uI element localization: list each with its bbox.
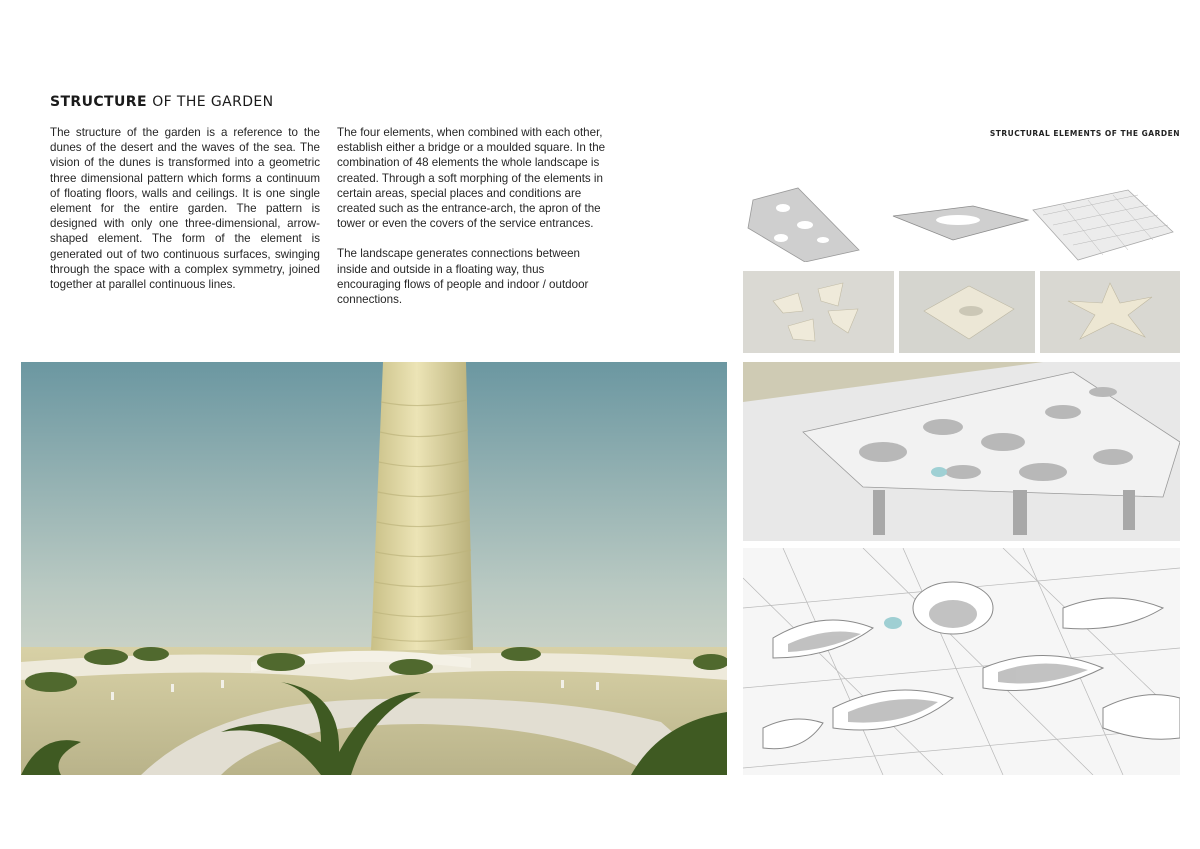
title-bold: STRUCTURE (50, 94, 147, 110)
structure-closeup-view (743, 548, 1180, 775)
paragraph-structure: The structure of the garden is a reference to the dunes of the desert and the waves of the sea. The vision of the dunes is transformed into a geometric three dimensional pattern which forms a continuum of floating floors, walls and ceilings. It is one single element for the entire garden. The pattern is designed with only one three-dimensional, arrow-shaped element. The form of the element is generated out of two continuous surfaces, swinging through the space with a complex symmetry, joined together at parallel continuous lines. (50, 126, 320, 292)
clay-model-photo-3 (1040, 271, 1180, 353)
sidebar-caption: STRUCTURAL ELEMENTS OF THE GARDEN (989, 129, 1180, 138)
clay-model-photo-2 (899, 271, 1035, 353)
paragraph-elements: The four elements, when combined with each other, establish either a bridge or a moulded square. In the combination of 48 elements the whole landscape is created. Through a soft morphing of the elements in certain areas, special places and conditions are created such as the entrance-arch, the apron of the tower or even the covers of the service entrances. (337, 126, 606, 231)
paragraph-landscape: The landscape generates connections between inside and outside in a floating way, thus encouraging flows of people and indoor / outdoor connections. (337, 247, 589, 307)
body-text-left-column (50, 125, 320, 307)
landscape-model-view (743, 362, 1180, 541)
body-text-right-column (337, 125, 607, 322)
element-renderings-panel (743, 180, 1180, 262)
page-title (50, 94, 274, 110)
garden-rendering-image (21, 362, 727, 775)
clay-model-photo-1 (743, 271, 894, 353)
title-rest: OF THE GARDEN (152, 94, 274, 110)
